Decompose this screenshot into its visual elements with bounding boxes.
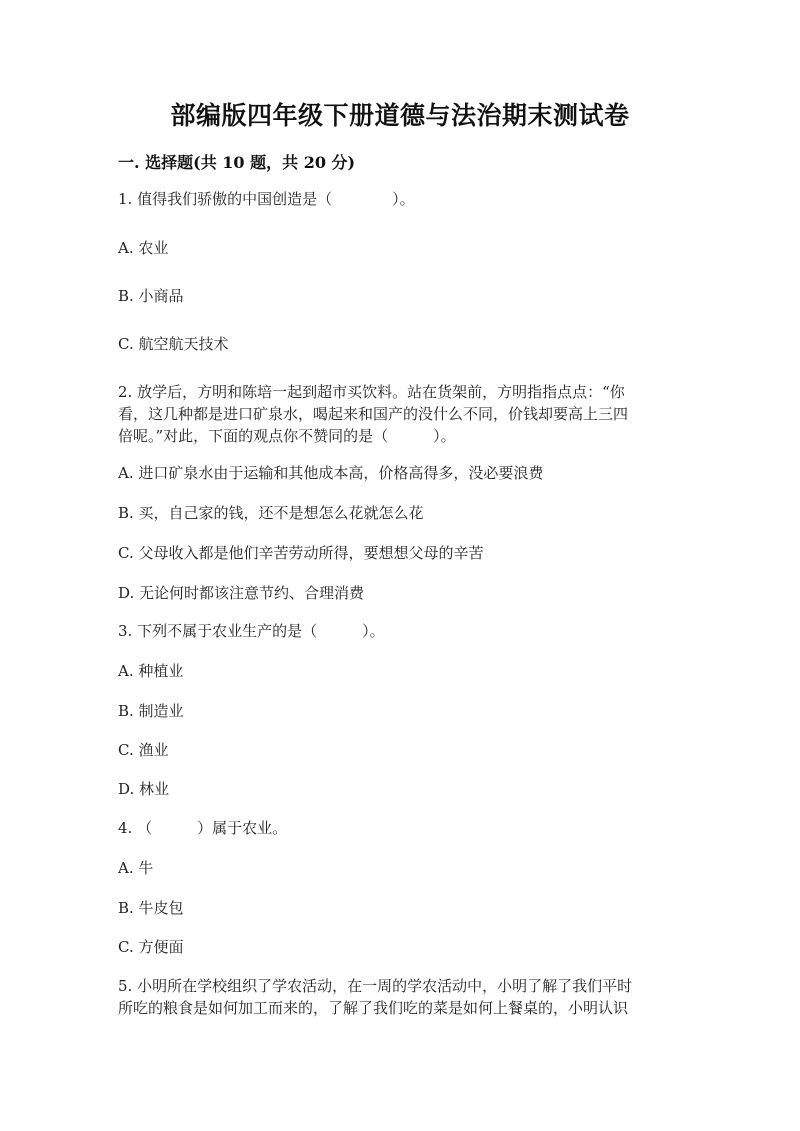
question-2-stem-line-3: 倍呢。”对此，下面的观点你不赞同的是（ ）。: [118, 427, 456, 445]
question-2-stem-line-2: 看，这几种都是进口矿泉水，喝起来和国产的没什么不同，价钱却要高上三四: [118, 405, 629, 423]
question-1-stem: 1. 值得我们骄傲的中国创造是（ ）。: [118, 190, 415, 208]
question-4-option-a: A. 牛: [118, 859, 154, 877]
question-3-option-d: D. 林业: [118, 780, 170, 798]
question-4-stem: 4. （ ）属于农业。: [118, 819, 288, 837]
question-1-option-a: A. 农业: [118, 239, 169, 257]
question-1-option-c: C. 航空航天技术: [118, 335, 229, 353]
question-3-stem: 3. 下列不属于农业生产的是（ ）。: [118, 622, 385, 640]
question-3-option-b: B. 制造业: [118, 702, 184, 720]
question-5-stem-line-2: 所吃的粮食是如何加工而来的，了解了我们吃的菜是如何上餐桌的，小明认识: [118, 999, 629, 1017]
question-5-stem-line-1: 5. 小明所在学校组织了学农活动，在一周的学农活动中，小明了解了我们平时: [118, 977, 633, 995]
question-2-option-d: D. 无论何时都该注意节约、合理消费: [118, 584, 365, 602]
question-3-option-c: C. 渔业: [118, 741, 169, 759]
question-2-option-a: A. 进口矿泉水由于运输和其他成本高，价格高得多，没必要浪费: [118, 464, 544, 482]
question-2-option-b: B. 买，自己家的钱，还不是想怎么花就怎么花: [118, 504, 424, 522]
question-4-option-b: B. 牛皮包: [118, 899, 184, 917]
section-heading: 一. 选择题(共 10 题，共 20 分): [118, 153, 356, 172]
question-3-option-a: A. 种植业: [118, 662, 184, 680]
question-2-stem-line-1: 2. 放学后，方明和陈培一起到超市买饮料。站在货架前，方明指指点点：“你: [118, 383, 625, 401]
question-1-option-b: B. 小商品: [118, 287, 184, 305]
exam-title: 部编版四年级下册道德与法治期末测试卷: [170, 101, 630, 130]
question-2-option-c: C. 父母收入都是他们辛苦劳动所得，要想想父母的辛苦: [118, 544, 484, 562]
question-4-option-c: C. 方便面: [118, 938, 184, 956]
